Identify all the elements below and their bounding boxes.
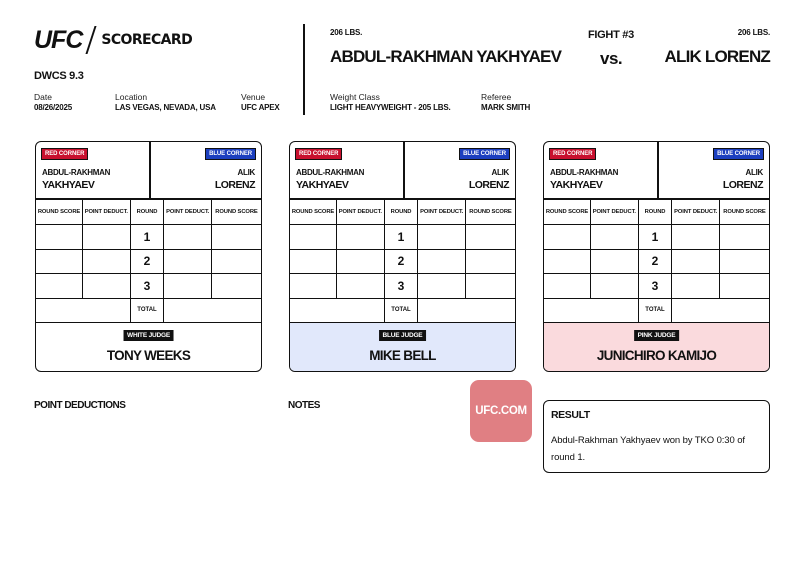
date-label: Date (34, 92, 52, 102)
table-cell (672, 298, 769, 322)
col-blue-round-score: ROUND SCORE (212, 200, 262, 225)
table-cell (36, 298, 130, 322)
table-cell (36, 225, 83, 250)
table-cell (591, 249, 639, 274)
scorecard-fighters (36, 142, 261, 199)
blue-last-name: LORENZ (214, 179, 255, 191)
table-cell (337, 274, 385, 299)
col-blue-round-score: ROUND SCORE (720, 200, 770, 225)
judge-badge: PINK JUDGE (634, 330, 680, 341)
table-row (544, 249, 769, 274)
blue-fighter-weight: 206 LBS. (737, 28, 770, 37)
table-cell (672, 274, 720, 299)
round-number: 2 (638, 249, 672, 274)
col-red-round-score: ROUND SCORE (36, 200, 83, 225)
total-label: TOTAL (130, 298, 164, 322)
table-cell (418, 225, 466, 250)
red-last-name: YAKHYAEV (42, 179, 95, 191)
red-corner-badge: RED CORNER (295, 148, 342, 160)
table-cell (672, 249, 720, 274)
table-cell (212, 274, 262, 299)
blue-corner-badge: BLUE CORNER (459, 148, 510, 160)
table-row (544, 274, 769, 299)
blue-fighter-name: ALIK LORENZ (664, 47, 770, 66)
col-blue-point-deduct: POINT DEDUCT. (164, 200, 212, 225)
table-cell (164, 225, 212, 250)
judge-badge: WHITE JUDGE (123, 330, 174, 341)
table-row (544, 225, 769, 250)
table-cell (337, 249, 385, 274)
table-cell (164, 298, 261, 322)
ufc-logo-text: UFC (34, 25, 83, 54)
judge-area (36, 322, 261, 372)
table-cell (466, 225, 516, 250)
table-cell (672, 225, 720, 250)
round-number: 1 (638, 225, 672, 250)
table-cell (591, 225, 639, 250)
ufc-logo (34, 26, 192, 54)
judge-badge: BLUE JUDGE (379, 330, 427, 341)
table-cell (290, 274, 337, 299)
table-cell (720, 249, 770, 274)
table-cell (36, 274, 83, 299)
table-row (36, 249, 261, 274)
result-box (543, 400, 770, 473)
col-red-point-deduct: POINT DEDUCT. (591, 200, 639, 225)
table-cell (337, 225, 385, 250)
table-cell (720, 225, 770, 250)
scorecard-fighters (290, 142, 515, 199)
col-blue-point-deduct: POINT DEDUCT. (672, 200, 720, 225)
col-red-round-score: ROUND SCORE (290, 200, 337, 225)
col-round: ROUND (384, 200, 418, 225)
col-blue-round-score: ROUND SCORE (466, 200, 516, 225)
table-cell (418, 298, 515, 322)
scorecard-title: SCORECARD (101, 32, 193, 48)
round-number: 3 (130, 274, 164, 299)
judge-name: JUNICHIRO KAMIJO (596, 348, 717, 363)
round-number: 3 (384, 274, 418, 299)
blue-last-name: LORENZ (468, 179, 509, 191)
notes-heading: NOTES (288, 400, 320, 411)
venue-value: UFC APEX (241, 103, 280, 112)
table-row (36, 225, 261, 250)
col-red-point-deduct: POINT DEDUCT. (337, 200, 385, 225)
round-number: 3 (638, 274, 672, 299)
table-cell (544, 274, 591, 299)
table-cell (164, 249, 212, 274)
judge-name: TONY WEEKS (106, 348, 191, 363)
table-cell (212, 225, 262, 250)
total-label: TOTAL (384, 298, 418, 322)
table-cell (591, 274, 639, 299)
scorecard-judge-2 (289, 141, 516, 372)
location-value: LAS VEGAS, NEVADA, USA (115, 103, 216, 112)
round-number: 1 (384, 225, 418, 250)
red-corner-badge: RED CORNER (41, 148, 88, 160)
table-cell (418, 274, 466, 299)
table-row (36, 274, 261, 299)
referee-value: MARK SMITH (481, 103, 531, 112)
total-row (36, 298, 261, 322)
total-row (544, 298, 769, 322)
red-fighter-name: ABDUL-RAKHMAN YAKHYAEV (330, 47, 562, 66)
event-name: DWCS 9.3 (34, 70, 84, 82)
col-red-point-deduct: POINT DEDUCT. (83, 200, 131, 225)
red-first-name: ABDUL-RAKHMAN (42, 168, 111, 177)
scorecard-judge-1 (35, 141, 262, 372)
judge-name: MIKE BELL (369, 348, 436, 363)
red-corner-badge: RED CORNER (549, 148, 596, 160)
red-last-name: YAKHYAEV (550, 179, 603, 191)
total-row (290, 298, 515, 322)
table-cell (418, 249, 466, 274)
table-cell (290, 225, 337, 250)
table-row (36, 200, 261, 225)
table-cell (212, 249, 262, 274)
table-cell (83, 249, 131, 274)
score-table (544, 199, 769, 323)
table-cell (36, 249, 83, 274)
round-number: 2 (384, 249, 418, 274)
col-red-round-score: ROUND SCORE (544, 200, 591, 225)
round-number: 1 (130, 225, 164, 250)
red-fighter-weight: 206 LBS. (330, 28, 363, 37)
location-label: Location (115, 92, 148, 102)
col-blue-point-deduct: POINT DEDUCT. (418, 200, 466, 225)
scorecard-judge-3 (543, 141, 770, 372)
referee-label: Referee (481, 92, 512, 102)
blue-last-name: LORENZ (722, 179, 763, 191)
total-label: TOTAL (638, 298, 672, 322)
table-cell (290, 298, 384, 322)
result-title: RESULT (551, 409, 590, 421)
table-cell (164, 274, 212, 299)
score-table (36, 199, 261, 323)
table-cell (290, 249, 337, 274)
table-row (290, 225, 515, 250)
venue-label: Venue (241, 92, 266, 102)
fight-number: FIGHT #3 (588, 29, 634, 41)
date-value: 08/26/2025 (34, 103, 73, 112)
table-row (290, 274, 515, 299)
blue-first-name: ALIK (745, 168, 763, 177)
table-cell (544, 249, 591, 274)
red-last-name: YAKHYAEV (296, 179, 349, 191)
blue-first-name: ALIK (491, 168, 509, 177)
table-cell (466, 249, 516, 274)
judge-area (544, 322, 769, 372)
table-cell (544, 298, 638, 322)
col-round: ROUND (638, 200, 672, 225)
weight-class-label: Weight Class (330, 92, 380, 102)
point-deductions-heading: POINT DEDUCTIONS (34, 400, 126, 411)
col-round: ROUND (130, 200, 164, 225)
blue-first-name: ALIK (237, 168, 255, 177)
header-divider (303, 24, 305, 115)
ufc-com-watermark: UFC.COM (470, 380, 532, 442)
blue-corner-badge: BLUE CORNER (205, 148, 256, 160)
red-first-name: ABDUL-RAKHMAN (550, 168, 619, 177)
table-cell (544, 225, 591, 250)
logo-divider (86, 26, 97, 54)
vs-label: vs. (600, 49, 623, 68)
score-table (290, 199, 515, 323)
table-row (290, 249, 515, 274)
table-cell (83, 225, 131, 250)
judge-area (290, 322, 515, 372)
red-first-name: ABDUL-RAKHMAN (296, 168, 365, 177)
table-cell (720, 274, 770, 299)
table-cell (83, 274, 131, 299)
table-row (544, 200, 769, 225)
result-text: Abdul-Rakhman Yakhyaev won by TKO 0:30 of round 1. (551, 435, 745, 463)
weight-class-value: LIGHT HEAVYWEIGHT - 205 LBS. (330, 103, 451, 112)
blue-corner-badge: BLUE CORNER (713, 148, 764, 160)
round-number: 2 (130, 249, 164, 274)
table-cell (466, 274, 516, 299)
table-row (290, 200, 515, 225)
scorecard-fighters (544, 142, 769, 199)
